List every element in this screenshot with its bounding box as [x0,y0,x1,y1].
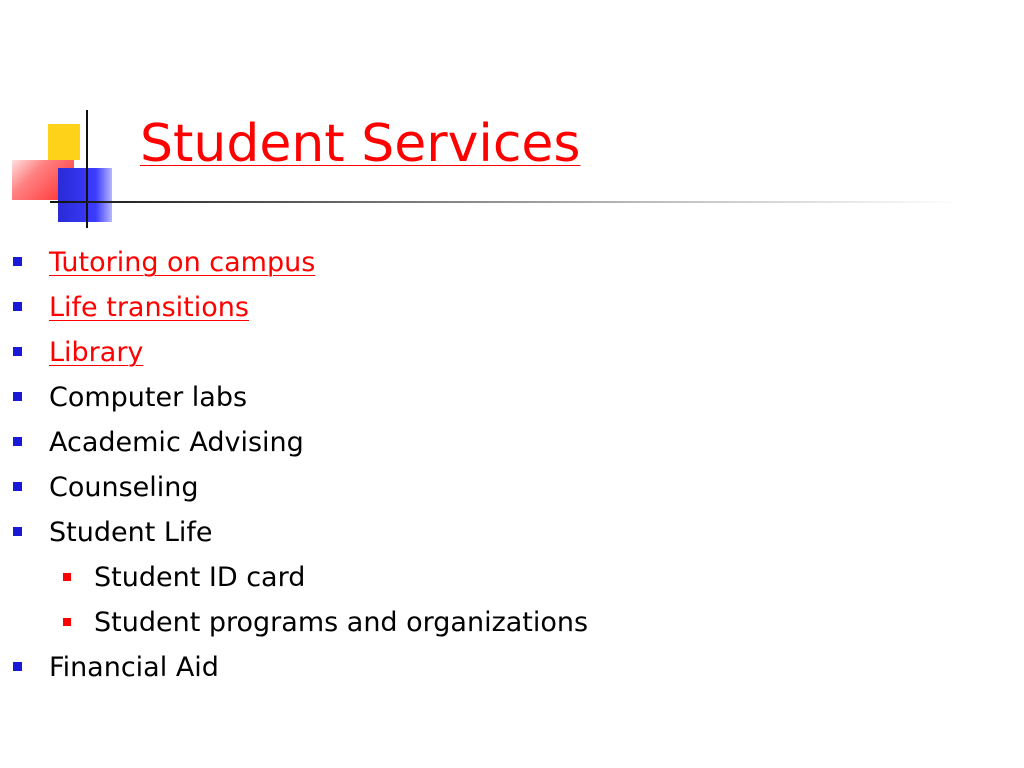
list-item-library [0,330,1000,375]
bullet-square-icon [13,662,22,671]
computer-labs-text: Computer labs [49,382,248,413]
life-transitions-link[interactable]: Life transitions [49,292,249,323]
sub-bullet-square-icon [63,618,71,626]
bullet-square-icon [13,392,22,401]
bullet-square-icon [13,257,22,266]
list-item-computer-labs [0,375,1000,420]
bullet-square-icon [13,302,22,311]
slide-title-link[interactable]: Student Services [140,114,581,174]
vertical-rule-decoration [86,110,88,228]
title-divider-line [50,201,960,203]
bullet-list [0,240,1000,690]
tutoring-link[interactable]: Tutoring on campus [49,247,316,278]
counseling-text: Counseling [49,472,199,503]
bullet-square-icon [13,437,22,446]
bullet-square-icon [13,482,22,491]
sub-list-item-student-id [0,555,1000,600]
student-programs-text: Student programs and organizations [94,607,589,638]
financial-aid-text: Financial Aid [49,652,219,683]
student-life-text: Student Life [49,517,213,548]
bullet-square-icon [13,527,22,536]
list-item-financial-aid [0,645,1000,690]
list-item-counseling [0,465,1000,510]
list-item-life-transitions [0,285,1000,330]
blue-square-decoration [58,168,112,222]
list-item-student-life [0,510,1000,555]
academic-advising-text: Academic Advising [49,427,304,458]
list-item-tutoring [0,240,1000,285]
library-link[interactable]: Library [49,337,144,368]
yellow-square-decoration [48,124,80,160]
student-id-card-text: Student ID card [94,562,306,593]
bullet-square-icon [13,347,22,356]
sub-bullet-square-icon [63,573,71,581]
list-item-academic-advising [0,420,1000,465]
slide-logo-graphic [0,0,160,240]
sub-list-item-student-programs [0,600,1000,645]
